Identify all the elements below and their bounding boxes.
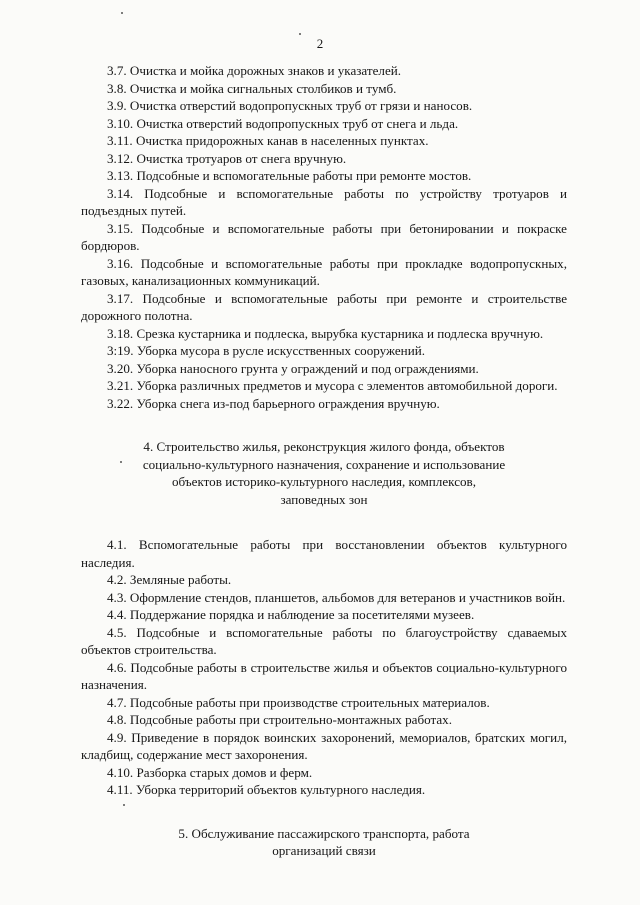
list-item: 3.20. Уборка наносного грунта у ограждений и под ограждениями. — [107, 360, 479, 376]
heading-line: организаций связи — [272, 843, 376, 858]
list-item: 3.18. Срезка кустарника и подлеска, вырубка кустарника и подлеска вручную. — [107, 325, 544, 341]
list-item: 3.17. Подсобные и вспомогательные работы при ремонте и строительстве дорожного полотна. — [81, 290, 567, 323]
list-item: 3.9. Очистка отверстий водопропускных труб от грязи и наносов. — [107, 98, 473, 113]
scan-speck — [299, 33, 301, 35]
list-item: 3.14. Подсобные и вспомогательные работы по устройству тротуаров и подъездных путей. — [81, 185, 567, 218]
document-body — [81, 62, 567, 860]
heading-line: социально-культурного назначения, сохранение и использование — [142, 456, 506, 472]
list-item: 3.16. Подсобные и вспомогательные работы при прокладке водопропускных, газовых, канализационных коммуникаций. — [81, 255, 567, 288]
list-item: 3:19. Уборка мусора в русле искусственных сооружений. — [107, 343, 425, 358]
list-item: 3.11. Очистка придорожных канав в населенных пунктах. — [107, 133, 429, 148]
list-item: 3.12. Очистка тротуаров от снега вручную. — [107, 150, 347, 166]
list-item: 4.2. Земляные работы. — [107, 572, 232, 587]
list-item: 3.10. Очистка отверстий водопропускных труб от снега и льда. — [107, 115, 459, 131]
list-item: 4.10. Разборка старых домов и ферм. — [107, 764, 313, 780]
section-4-list — [81, 536, 567, 799]
list-item: 4.4. Поддержание порядка и наблюдение за посетителями музеев. — [107, 607, 475, 622]
heading-line: заповедных зон — [280, 491, 368, 507]
list-item: 3.15. Подсобные и вспомогательные работы при бетонировании и покраске бордюров. — [81, 220, 567, 253]
list-item: 3.21. Уборка различных предметов и мусора с элементов автомобильной дороги. — [107, 378, 558, 393]
section-3-list — [81, 62, 567, 412]
section-4-heading — [81, 438, 567, 508]
heading-line: 5. Обслуживание пассажирского транспорта, работа — [178, 825, 470, 841]
list-item: 4.8. Подсобные работы при строительно-монтажных работах. — [107, 712, 452, 727]
heading-line: объектов историко-культурного наследия, комплексов, — [171, 474, 477, 489]
list-item: 4.5. Подсобные и вспомогательные работы по благоустройству сдаваемых объектов строительства. — [81, 624, 567, 657]
list-item: 4.3. Оформление стендов, планшетов, альбомов для ветеранов и участников войн. — [107, 589, 566, 605]
list-item: 4.7. Подсобные работы при производстве строительных материалов. — [107, 694, 490, 710]
list-item: 3.22. Уборка снега из-под барьерного ограждения вручную. — [107, 395, 440, 411]
list-item: 3.8. Очистка и мойка сигнальных столбиков и тумб. — [107, 80, 397, 96]
list-item: 3.7. Очистка и мойка дорожных знаков и указателей. — [107, 63, 402, 78]
list-item: 4.1. Вспомогательные работы при восстановлении объектов культурного наследия. — [81, 537, 567, 570]
list-item: 4.11. Уборка территорий объектов культурного наследия. — [107, 782, 426, 797]
list-item: 4.6. Подсобные работы в строительстве жилья и объектов социально-культурного назначения. — [81, 659, 567, 692]
list-item: 4.9. Приведение в порядок воинских захоронений, мемориалов, братских могил, кладбищ, содержание мест захоронения. — [81, 729, 567, 762]
section-5-heading — [81, 825, 567, 860]
page-number: 2 — [316, 36, 324, 51]
heading-line: 4. Строительство жилья, реконструкция жилого фонда, объектов — [143, 439, 505, 454]
list-item: 3.13. Подсобные и вспомогательные работы при ремонте мостов. — [107, 168, 472, 183]
scan-speck — [121, 12, 123, 14]
